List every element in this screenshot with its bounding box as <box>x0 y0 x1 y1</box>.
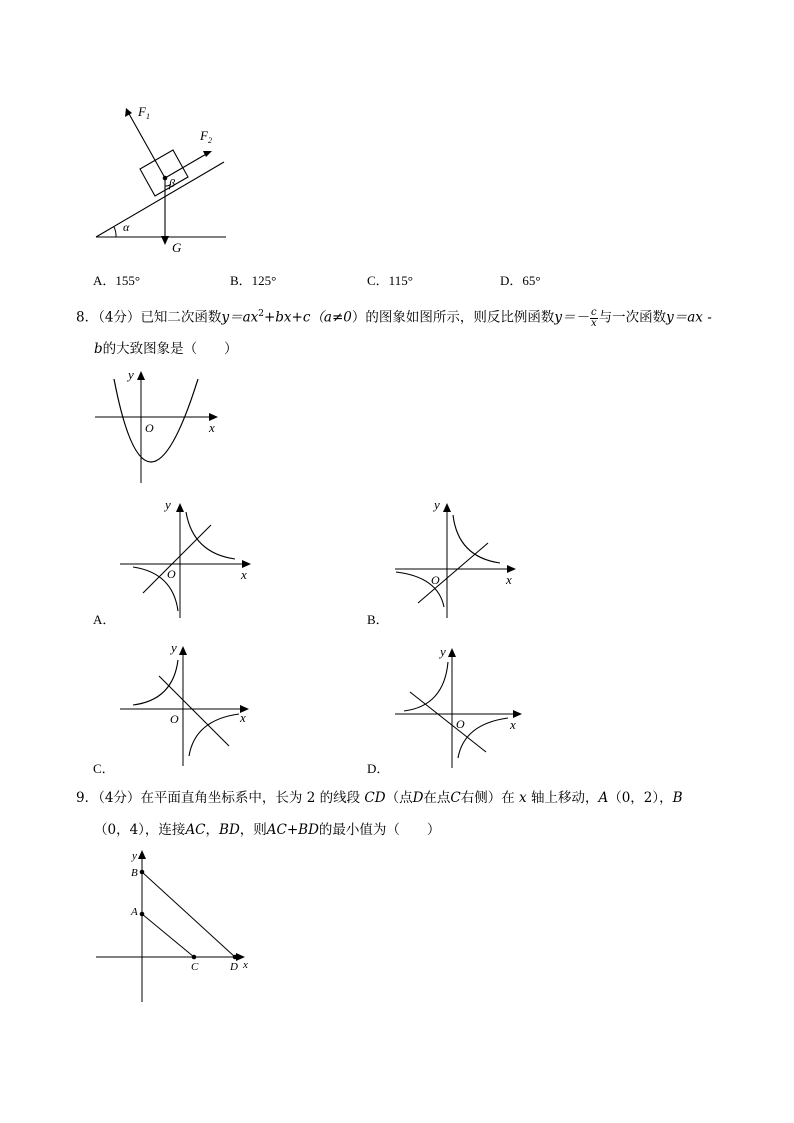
force-point <box>163 176 168 181</box>
svg-text:D: D <box>230 961 238 973</box>
svg-text:y: y <box>171 640 177 655</box>
fraction-c-over-x: $\frac{c}{x}$ <box>591 306 597 329</box>
segment-ac <box>142 914 194 957</box>
svg-text:x: x <box>240 710 246 725</box>
q8-option-c-label: C． <box>93 761 115 776</box>
point-b <box>140 870 145 875</box>
g-label: G <box>172 240 182 255</box>
option-c-graph <box>115 638 260 768</box>
q9-line1: 9．（4分）在平面直角坐标系中，长为 2 的线段 CD（点D在点C右侧）在 x 轴上移动，A（0，2），B <box>76 790 683 806</box>
svg-text:C: C <box>191 961 199 973</box>
q7-option-b: B．125° <box>230 273 277 288</box>
g-arrowhead <box>161 236 169 245</box>
svg-text:y: y <box>132 850 137 862</box>
segment-bd <box>142 872 235 957</box>
q7-option-c: C．115° <box>367 273 413 288</box>
svg-text:O: O <box>167 567 176 581</box>
q8-option-b-label: B． <box>367 612 389 627</box>
svg-text:x: x <box>506 572 512 587</box>
q8-option-a-label: A． <box>93 612 116 627</box>
f2-label: $F_2$ <box>200 128 212 145</box>
svg-text:y: y <box>434 497 440 512</box>
option-d-graph <box>390 642 530 770</box>
point-d <box>233 955 238 960</box>
svg-text:y: y <box>440 644 446 659</box>
axis-x-label: x <box>209 420 215 435</box>
q8-option-d-label: D． <box>367 761 390 776</box>
option-b-graph <box>390 495 525 620</box>
q8-line1: 8．（4分）已知二次函数$y=ax^2+bx+c(a\ne 0)$的图象如图所示，则反比例函数y＝－ $\frac{c}{x}$ 与一次函数y＝ax - <box>76 306 712 329</box>
incline-force-diagram <box>90 100 240 260</box>
f1-label: $F_1$ <box>138 104 150 121</box>
f2-arrowhead <box>203 151 212 157</box>
origin-label: O <box>145 421 154 435</box>
incline-line <box>96 162 224 237</box>
svg-text:x: x <box>243 959 248 971</box>
q9-line2: （0，4），连接AC，BD，则AC+BD的最小值为（ ） <box>94 822 441 838</box>
svg-text:x: x <box>241 567 247 582</box>
svg-text:O: O <box>431 573 440 587</box>
point-c <box>192 955 197 960</box>
block-square <box>140 150 188 196</box>
f1-arrowhead <box>125 108 132 117</box>
svg-text:O: O <box>456 717 465 731</box>
svg-text:x: x <box>510 717 516 732</box>
q7-option-a: A．155° <box>93 273 141 288</box>
svg-text:A: A <box>131 906 138 918</box>
parabola-graph <box>90 365 225 487</box>
parabola-curve <box>114 379 198 462</box>
svg-text:y: y <box>165 497 171 512</box>
svg-text:B: B <box>131 867 138 879</box>
point-a <box>140 912 145 917</box>
axis-y-label: y <box>128 367 134 382</box>
q9-coordinate-figure <box>90 845 260 1005</box>
alpha-label: α <box>123 220 130 234</box>
beta-label: β <box>169 176 175 190</box>
option-a-graph <box>115 495 260 620</box>
q8-line2: b的大致图象是（ ） <box>94 341 238 357</box>
svg-text:O: O <box>170 712 179 726</box>
q7-option-d: D．65° <box>500 273 541 288</box>
